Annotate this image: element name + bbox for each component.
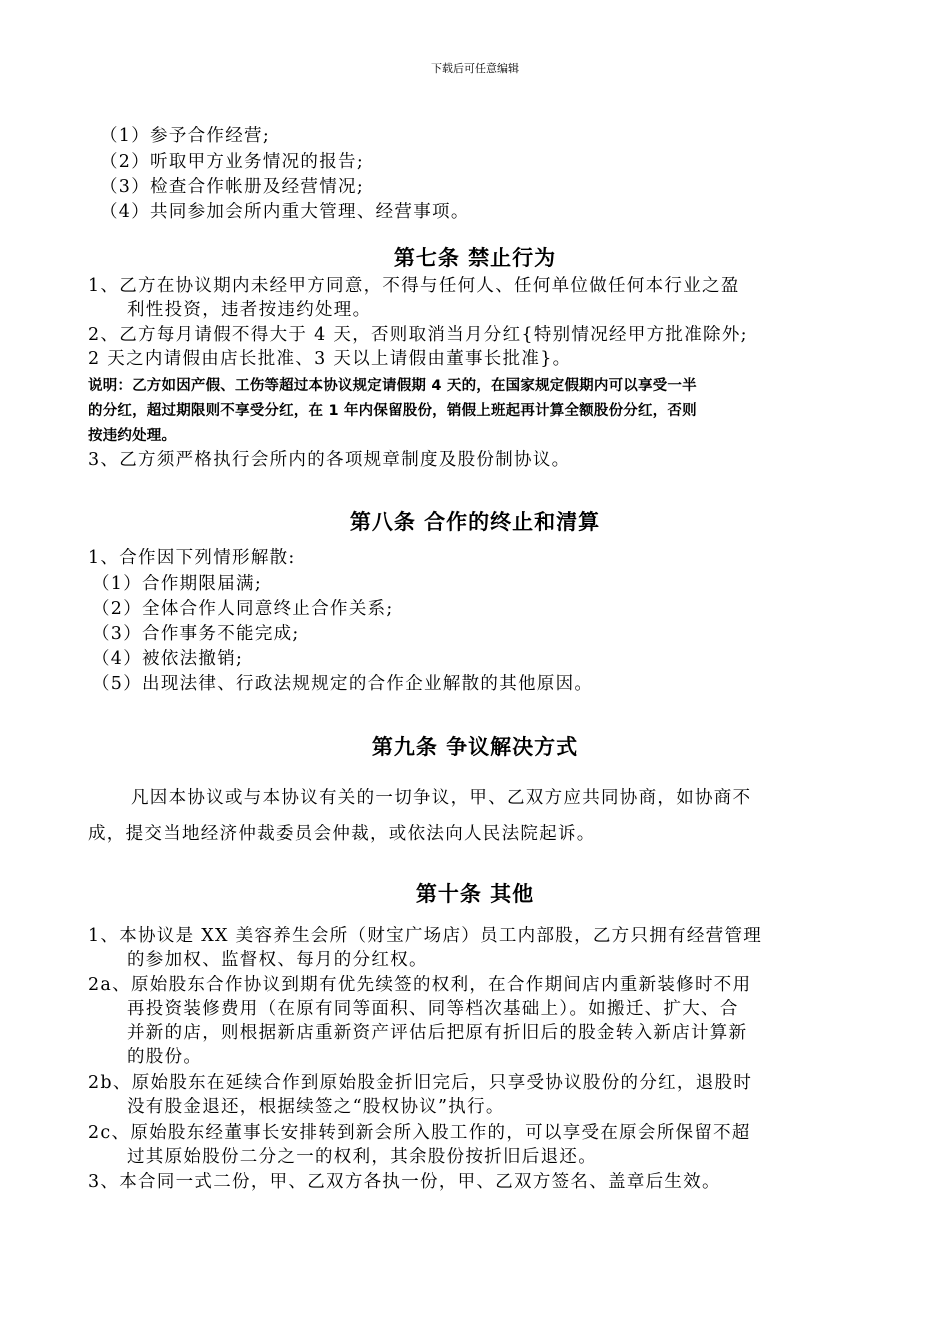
art10-clause-2b-1: 2b、原始股东在延续合作到原始股金折旧完后，只享受协议股份的分红，退股时 xyxy=(88,1073,753,1093)
rights-item-4: （4）共同参加会所内重大管理、经营事项。 xyxy=(100,202,470,222)
art10-clause-2a-2: 再投资装修费用（在原有同等面积、同等档次基础上）。如搬迁、扩大、合 xyxy=(127,999,739,1019)
art8-item-4: （4）被依法撤销; xyxy=(92,649,244,669)
art8-item-5: （5）出现法律、行政法规规定的合作企业解散的其他原因。 xyxy=(92,674,594,694)
art10-clause-1a: 1、本协议是 XX 美容养生会所（财宝广场店）员工内部股，乙方只拥有经营管理 xyxy=(88,926,763,946)
article-7-title: 第七条 禁止行为 xyxy=(393,245,557,270)
page-header: 下载后可任意编辑 xyxy=(431,62,519,75)
art10-clause-3: 3、本合同一式二份，甲、乙双方各执一份，甲、乙双方签名、盖章后生效。 xyxy=(88,1172,721,1192)
art7-clause-2b: 2 天之内请假由店长批准、3 天以上请假由董事长批准}。 xyxy=(88,349,572,369)
art9-para-1: 凡因本协议或与本协议有关的一切争议，甲、乙双方应共同协商，如协商不 xyxy=(131,788,752,808)
art10-clause-2b-2: 没有股金退还，根据续签之“股权协议”执行。 xyxy=(127,1097,505,1117)
art10-clause-2a-3: 并新的店，则根据新店重新资产评估后把原有折旧后的股金转入新店计算新 xyxy=(127,1023,748,1043)
article-8-title: 第八条 合作的终止和清算 xyxy=(349,509,601,534)
art7-note-2: 的分红，超过期限则不享受分红，在 1 年内保留股份，销假上班起再计算全额股份分红，否则 xyxy=(88,403,697,419)
art10-clause-2c-1: 2c、原始股东经董事长安排转到新会所入股工作的，可以享受在原会所保留不超 xyxy=(88,1123,751,1143)
art8-intro: 1、合作因下列情形解散: xyxy=(88,548,296,568)
rights-item-3: （3）检查合作帐册及经营情况; xyxy=(100,177,365,197)
art8-item-1: （1）合作期限届满; xyxy=(92,574,263,594)
art7-note-1: 说明：乙方如因产假、工伤等超过本协议规定请假期 4 天的，在国家规定假期内可以享受一半 xyxy=(88,378,697,394)
art7-note-3: 按违约处理。 xyxy=(88,428,177,444)
art7-clause-1a: 1、乙方在协议期内未经甲方同意，不得与任何人、任何单位做任何本行业之盈 xyxy=(88,276,740,296)
art10-clause-2a-1: 2a、原始股东合作协议到期有优先续签的权利，在合作期间店内重新装修时不用 xyxy=(88,975,752,995)
art8-item-3: （3）合作事务不能完成; xyxy=(92,624,300,644)
art9-para-2: 成，提交当地经济仲裁委员会仲裁，或依法向人民法院起诉。 xyxy=(88,824,596,844)
art10-clause-1b: 的参加权、监督权、每月的分红权。 xyxy=(127,950,428,970)
art10-clause-2a-4: 的股份。 xyxy=(127,1047,203,1067)
art10-clause-2c-2: 过其原始股份二分之一的权利，其余股份按折旧后退还。 xyxy=(127,1147,597,1167)
rights-item-1: （1）参予合作经营; xyxy=(100,126,271,146)
article-10-title: 第十条 其他 xyxy=(415,881,535,906)
art7-clause-1b: 利性投资，违者按违约处理。 xyxy=(127,300,372,320)
art7-clause-3: 3、乙方须严格执行会所内的各项规章制度及股份制协议。 xyxy=(88,450,571,470)
art8-item-2: （2）全体合作人同意终止合作关系; xyxy=(92,599,394,619)
art7-clause-2a: 2、乙方每月请假不得大于 4 天，否则取消当月分红{特别情况经甲方批准除外; xyxy=(88,325,748,345)
article-9-title: 第九条 争议解决方式 xyxy=(371,734,579,759)
rights-item-2: （2）听取甲方业务情况的报告; xyxy=(100,152,365,172)
